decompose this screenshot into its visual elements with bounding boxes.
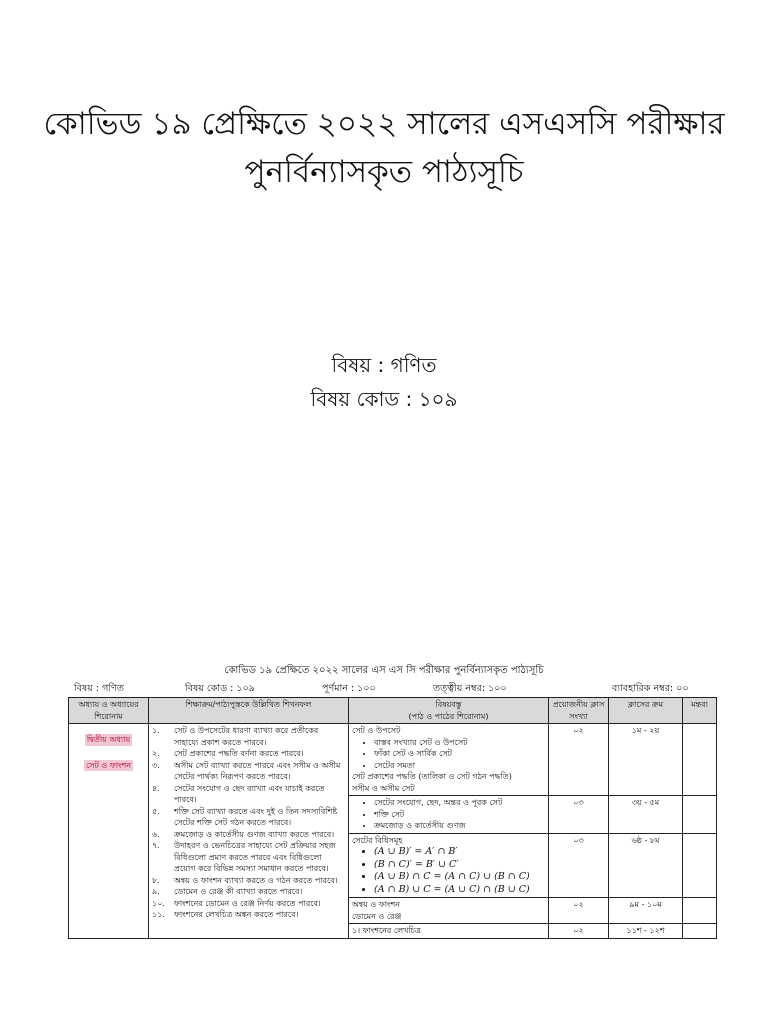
order-cell: ৩য় - ৫ম	[609, 796, 683, 834]
col-remarks: মন্তব্য	[683, 698, 717, 724]
meta-code: বিষয় কোড : ১০৯	[185, 683, 255, 694]
table-row	[69, 724, 717, 796]
order-cell: ১ম - ২য়	[609, 724, 683, 796]
col-content-sub: (পাঠ ও পাঠের শিরোনাম)	[408, 711, 489, 721]
table-header-row	[69, 698, 717, 724]
meta-theory-marks: তত্ত্বীয় নম্বর: ১০০	[433, 683, 507, 694]
col-content-main: বিষয়বস্তু	[435, 700, 462, 709]
remarks-cell	[683, 796, 717, 834]
chapter-cell	[69, 724, 149, 939]
outcome-item: ১১. ফাংশনের লেখচিত্র অঙ্কন করতে পারবে।	[152, 910, 299, 919]
remarks-cell	[683, 724, 717, 796]
outcome-item: ৫. শক্তি সেট ব্যাখ্যা করতে এবং দুই ও তিন সদস্যবিশিষ্ট সেটের শক্তি সেট গঠন করতে পারবে।	[152, 806, 338, 827]
outcome-item: ১০. ফাংশনের ডোমেন ও রেঞ্জ নির্ণয় করতে পারবে।	[152, 898, 321, 908]
meta-practical-marks: ব্যাবহারিক নম্বর: ০০	[612, 683, 689, 694]
col-classes: প্রয়োজনীয় ক্লাস সংখ্যা	[549, 698, 609, 724]
cover-title	[0, 100, 768, 196]
chapter-name: দ্বিতীয় অধ্যায়	[86, 735, 131, 744]
content-cell: অন্বয় ও ফাংশন ডোমেন ও রেঞ্জ	[349, 898, 549, 924]
table-title: কোভিড ১৯ প্রেক্ষিতে ২০২২ সালের এস এস সি পরীক্ষার পুনর্বিন্যাসকৃত পাঠ্যসূচি	[224, 665, 544, 676]
remarks-cell	[683, 898, 717, 924]
subject-code: বিষয় কোড : ১০৯	[310, 387, 458, 411]
classes-cell: ০৩	[549, 796, 609, 834]
classes-cell: ০২	[549, 724, 609, 796]
outcome-item: ৬. ক্রমজোড় ও কার্তেসীয় গুণজ ব্যাখ্যা করতে পারবে।	[152, 829, 335, 839]
remarks-cell	[683, 924, 717, 939]
cover-subject	[0, 348, 768, 416]
order-cell: ৯ম - ১০ম	[609, 898, 683, 924]
outcome-item: ৩. অসীম সেট ব্যাখ্যা করতে পারবে এবং সসীম ও অসীম সেটের পার্থক্য নিরূপণ করতে পারবে।	[152, 760, 341, 781]
col-order: ক্লাসের ক্রম	[609, 698, 683, 724]
subject-name: বিষয় : গণিত	[331, 353, 437, 377]
classes-cell: ০২	[549, 924, 609, 939]
col-content	[349, 698, 549, 724]
outcome-item: ৪. সেটের সংযোগ ও ছেদ ব্যাখ্যা এবং যাচাই করতে পারবে।	[152, 783, 325, 804]
meta-subject: বিষয় : গণিত	[74, 683, 124, 694]
content-cell: • সেটের সংযোগ, ছেদ, অন্তর ও পূরক সেট • শক্তি সেট • ক্রমজোড় ও কার্তেসীয় গুণজ	[349, 796, 549, 834]
syllabus-table	[68, 697, 717, 939]
outcome-item: ৮. অন্বয় ও ফাংশন ব্যাখ্যা করতে ও গঠন করতে পারবে।	[152, 875, 338, 885]
classes-cell: ০২	[549, 898, 609, 924]
order-cell: ৬ষ্ঠ - ৮ম	[609, 833, 683, 898]
col-chapter: অধ্যায় ও অধ্যায়ের শিরোনাম	[69, 698, 149, 724]
content-cell: সেট ও উপসেট • বাস্তব সংখ্যার সেট ও উপসেট • ফাঁকা সেট ও সার্বিক সেট • সেটের সমতা সেট প্রকাশের পদ্ধতি (তালিকা ও সেট গঠন পদ্ধতি) সসীম ও অসীম সেট	[349, 724, 549, 796]
outcome-item: ৯. ডোমেন ও রেঞ্জ কী ব্যাখ্যা করতে পারবে।	[152, 887, 303, 896]
meta-full-marks: পূর্ণমান : ১০০	[322, 683, 376, 694]
content-cell: সেটের বিধিসমূহ • (A ∪ B)′ = A′ ∩ B′ • (B ∩ C)′ = B′ ∪ C′ • (A ∪ B) ∩ C = (A ∩ C) ∪ (B ∩ C) • (A ∩ B) ∪ C = (A ∪ C) ∩ (B ∪ C)	[349, 833, 549, 898]
col-outcomes: শিক্ষাক্রম/পাঠ্যপুস্তকে উল্লিখিত শিখনফল	[149, 698, 349, 724]
remarks-cell	[683, 833, 717, 898]
classes-cell: ০৩	[549, 833, 609, 898]
outcome-item: ৭. উদাহরণ ও ভেনচিত্রের সাহায্যে সেট প্রক্রিয়ার সহজ বিধিগুলো প্রমাণ করতে পারবে এবং বিধিগুলো প্রয়োগ করে বিভিন্ন সমস্যা সমাধান করতে পারবে।	[152, 841, 336, 873]
cover-title-line1: কোভিড ১৯ প্রেক্ষিতে ২০২২ সালের এসএসসি পরীক্ষার	[43, 106, 725, 142]
outcomes-cell	[149, 724, 349, 939]
content-cell: ১। ফাংশনের লেখচিত্র	[349, 924, 549, 939]
chapter-title: সেট ও ফাংশন	[86, 760, 131, 770]
outcome-item: ২. সেট প্রকাশের পদ্ধতি বর্ণনা করতে পারবে।	[152, 749, 304, 758]
cover-title-line2: পুনর্বিন্যাসকৃত পাঠ্যসূচি	[244, 154, 524, 190]
order-cell: ১১শ - ১২শ	[609, 924, 683, 939]
outcome-item: ১. সেট ও উপসেটের ধারণা ব্যাখ্যা করে প্রতীকের সাহায্যে প্রকাশ করতে পারবে।	[152, 726, 319, 747]
